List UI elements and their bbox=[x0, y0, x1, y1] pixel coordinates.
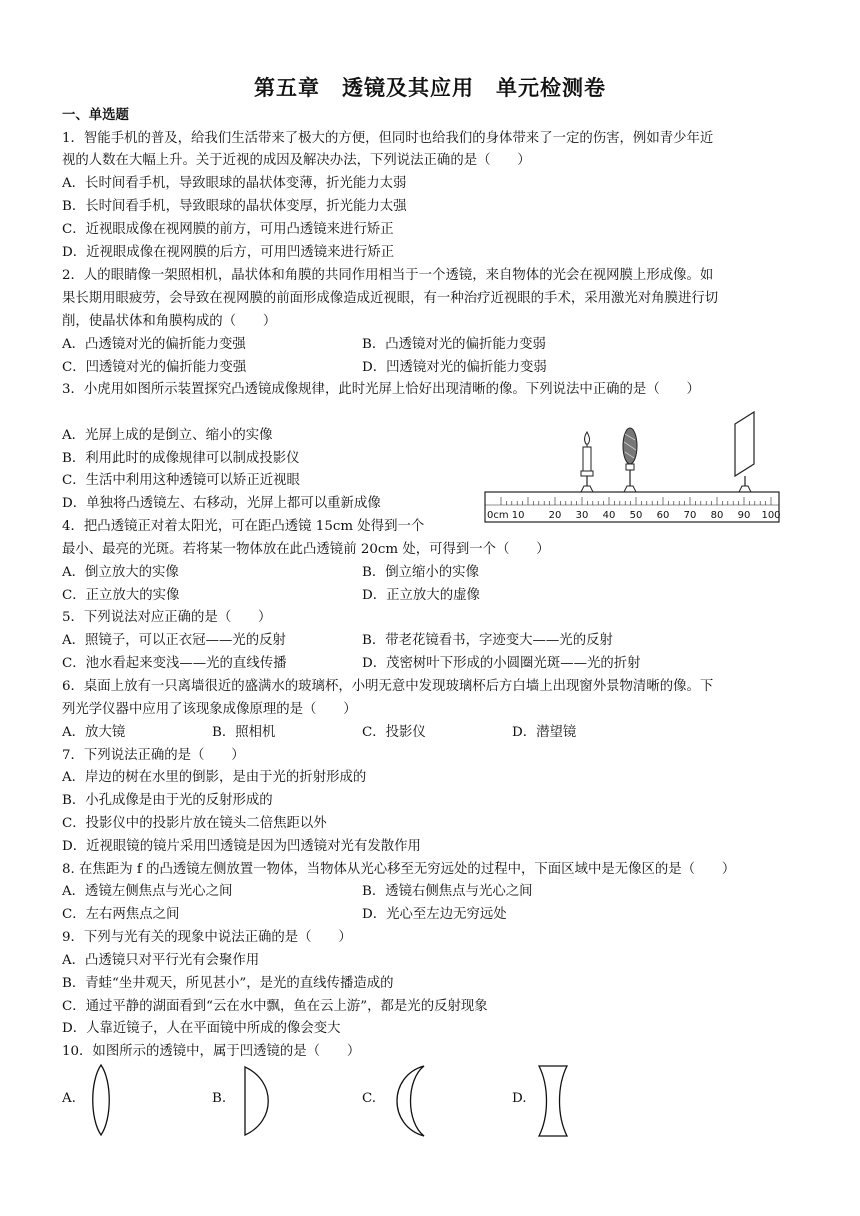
q8-option-d: D．光心至左边无穷远处 bbox=[362, 907, 507, 922]
q5-option-c: C．池水看起来变浅——光的直线传播 bbox=[62, 656, 287, 671]
ruler-label: 70 bbox=[683, 510, 697, 521]
q8-option-a: A．透镜左侧焦点与光心之间 bbox=[62, 884, 233, 899]
q6-option-c: C．投影仪 bbox=[362, 725, 426, 740]
q6-stem-line2: 列光学仪器中应用了该现象成像原理的是（ ） bbox=[62, 702, 357, 717]
section-heading: 一、单选题 bbox=[62, 108, 129, 123]
q7-option-d: D．近视眼镜的镜片采用凹透镜是因为凹透镜对光有发散作用 bbox=[62, 839, 421, 854]
plano-convex-lens-icon bbox=[240, 1065, 274, 1137]
q5-option-a: A．照镜子，可以正衣冠——光的反射 bbox=[62, 633, 286, 648]
q3-stem: 3．小虎用如图所示装置探究凸透镜成像规律，此时光屏上恰好出现清晰的像。下列说法中正确的是（ ） bbox=[62, 382, 700, 397]
optical-bench-figure bbox=[482, 404, 782, 528]
ruler-label: 40 bbox=[602, 510, 616, 521]
q10-option-c-label: C. bbox=[362, 1091, 377, 1106]
q3-option-b: B．利用此时的成像规律可以制成投影仪 bbox=[62, 451, 300, 466]
ruler-label: 30 bbox=[575, 510, 589, 521]
light-screen bbox=[735, 412, 754, 492]
q2-stem-line2: 果长期用眼疲劳，会导致在视网膜的前面形成像造成近视眼，有一种治疗近视眼的手术，采用激光对角膜进行切 bbox=[62, 291, 719, 306]
q2-stem-line3: 削，使晶状体和角膜构成的（ ） bbox=[62, 314, 277, 329]
q6-option-d: D．潜望镜 bbox=[512, 725, 577, 740]
q1-stem-line1: 1．智能手机的普及，给我们生活带来了极大的方便，但同时也给我们的身体带来了一定的伤害，例如青少年近 bbox=[62, 131, 714, 146]
biconvex-lens-icon bbox=[86, 1063, 116, 1137]
q9-option-d: D．人靠近镜子，人在平面镜中所成的像会变大 bbox=[62, 1021, 341, 1036]
meniscus-lens-icon bbox=[386, 1064, 430, 1138]
q1-option-a: A．长时间看手机，导致眼球的晶状体变薄，折光能力太弱 bbox=[62, 176, 407, 191]
q6-option-b: B．照相机 bbox=[212, 725, 276, 740]
q8-stem: 8. 在焦距为 f 的凸透镜左侧放置一物体，当物体从光心移至无穷远处的过程中，下面区域中是无像区的是（ ） bbox=[62, 862, 736, 877]
q6-stem-line1: 6．桌面上放有一只离墙很近的盛满水的玻璃杯，小明无意中发现玻璃杯后方白墙上出现窗外景物清晰的像。下 bbox=[62, 679, 714, 694]
ruler-label: 20 bbox=[548, 510, 562, 521]
q5-stem: 5．下列说法对应正确的是（ ） bbox=[62, 610, 272, 625]
q4-option-c: C．正立放大的实像 bbox=[62, 588, 180, 603]
q4-stem-line2: 最小、最亮的光斑。若将某一物体放在此凸透镜前 20cm 处，可得到一个（ ） bbox=[62, 542, 550, 557]
q9-option-b: B．青蛙“坐井观天，所见甚小”，是光的直线传播造成的 bbox=[62, 976, 394, 991]
q2-option-c: C．凹透镜对光的偏折能力变强 bbox=[62, 360, 247, 375]
page-title: 第五章 透镜及其应用 单元检测卷 bbox=[254, 76, 606, 100]
optical-bench-ruler bbox=[485, 492, 781, 522]
q2-option-b: B．凸透镜对光的偏折能力变弱 bbox=[362, 337, 546, 352]
q7-option-a: A．岸边的树在水里的倒影，是由于光的折射形成的 bbox=[62, 770, 367, 785]
ruler-label: 50 bbox=[629, 510, 643, 521]
q9-option-c: C．通过平静的湖面看到“云在水中飘，鱼在云上游”，都是光的反射现象 bbox=[62, 999, 488, 1014]
q2-option-a: A．凸透镜对光的偏折能力变强 bbox=[62, 337, 246, 352]
convex-lens bbox=[623, 428, 637, 492]
q1-option-b: B．长时间看手机，导致眼球的晶状体变厚，折光能力太强 bbox=[62, 199, 407, 214]
ruler-label: 0cm 10 bbox=[487, 510, 525, 521]
q3-option-c: C．生活中利用这种透镜可以矫正近视眼 bbox=[62, 473, 300, 488]
q1-option-d: D．近视眼成像在视网膜的后方，可用凹透镜来进行矫正 bbox=[62, 245, 395, 260]
q10-option-d-label: D. bbox=[512, 1091, 527, 1106]
q4-option-a: A．倒立放大的实像 bbox=[62, 565, 179, 580]
q10-option-b-label: B. bbox=[212, 1091, 227, 1106]
q10-stem: 10．如图所示的透镜中，属于凹透镜的是（ ） bbox=[62, 1044, 361, 1059]
q3-option-d: D．单独将凸透镜左、右移动，光屏上都可以重新成像 bbox=[62, 496, 381, 511]
ruler-label: 100 bbox=[761, 510, 781, 521]
q7-option-b: B．小孔成像是由于光的反射形成的 bbox=[62, 793, 273, 808]
q8-option-c: C．左右两焦点之间 bbox=[62, 907, 180, 922]
q2-stem-line1: 2．人的眼睛像一架照相机，晶状体和角膜的共同作用相当于一个透镜，来自物体的光会在视网膜上形成像。如 bbox=[62, 268, 714, 283]
q6-option-a: A．放大镜 bbox=[62, 725, 126, 740]
q10-option-a-label: A. bbox=[62, 1091, 76, 1106]
q9-stem: 9．下列与光有关的现象中说法正确的是（ ） bbox=[62, 930, 352, 945]
q4-option-b: B．倒立缩小的实像 bbox=[362, 565, 479, 580]
q3-option-a: A．光屏上成的是倒立、缩小的实像 bbox=[62, 428, 273, 443]
q7-option-c: C．投影仪中的投影片放在镜头二倍焦距以外 bbox=[62, 816, 327, 831]
q4-option-d: D．正立放大的虚像 bbox=[362, 588, 480, 603]
biconcave-lens-icon bbox=[536, 1064, 570, 1138]
q5-option-d: D．茂密树叶下形成的小圆圈光斑——光的折射 bbox=[362, 656, 641, 671]
ruler-label: 90 bbox=[737, 510, 751, 521]
q8-option-b: B．透镜右侧焦点与光心之间 bbox=[362, 884, 533, 899]
q5-option-b: B．带老花镜看书，字迹变大——光的反射 bbox=[362, 633, 613, 648]
q7-stem: 7．下列说法正确的是（ ） bbox=[62, 748, 245, 763]
q1-option-c: C．近视眼成像在视网膜的前方，可用凸透镜来进行矫正 bbox=[62, 222, 394, 237]
ruler-label: 60 bbox=[656, 510, 670, 521]
ruler-label: 80 bbox=[710, 510, 724, 521]
q4-stem-line1: 4．把凸透镜正对着太阳光，可在距凸透镜 15cm 处得到一个 bbox=[62, 519, 425, 534]
q1-stem-line2: 视的人数在大幅上升。关于近视的成因及解决办法，下列说法正确的是（ ） bbox=[62, 153, 531, 168]
candle bbox=[581, 432, 593, 492]
q2-option-d: D．凹透镜对光的偏折能力变弱 bbox=[362, 360, 547, 375]
q9-option-a: A．凸透镜只对平行光有会聚作用 bbox=[62, 953, 260, 968]
